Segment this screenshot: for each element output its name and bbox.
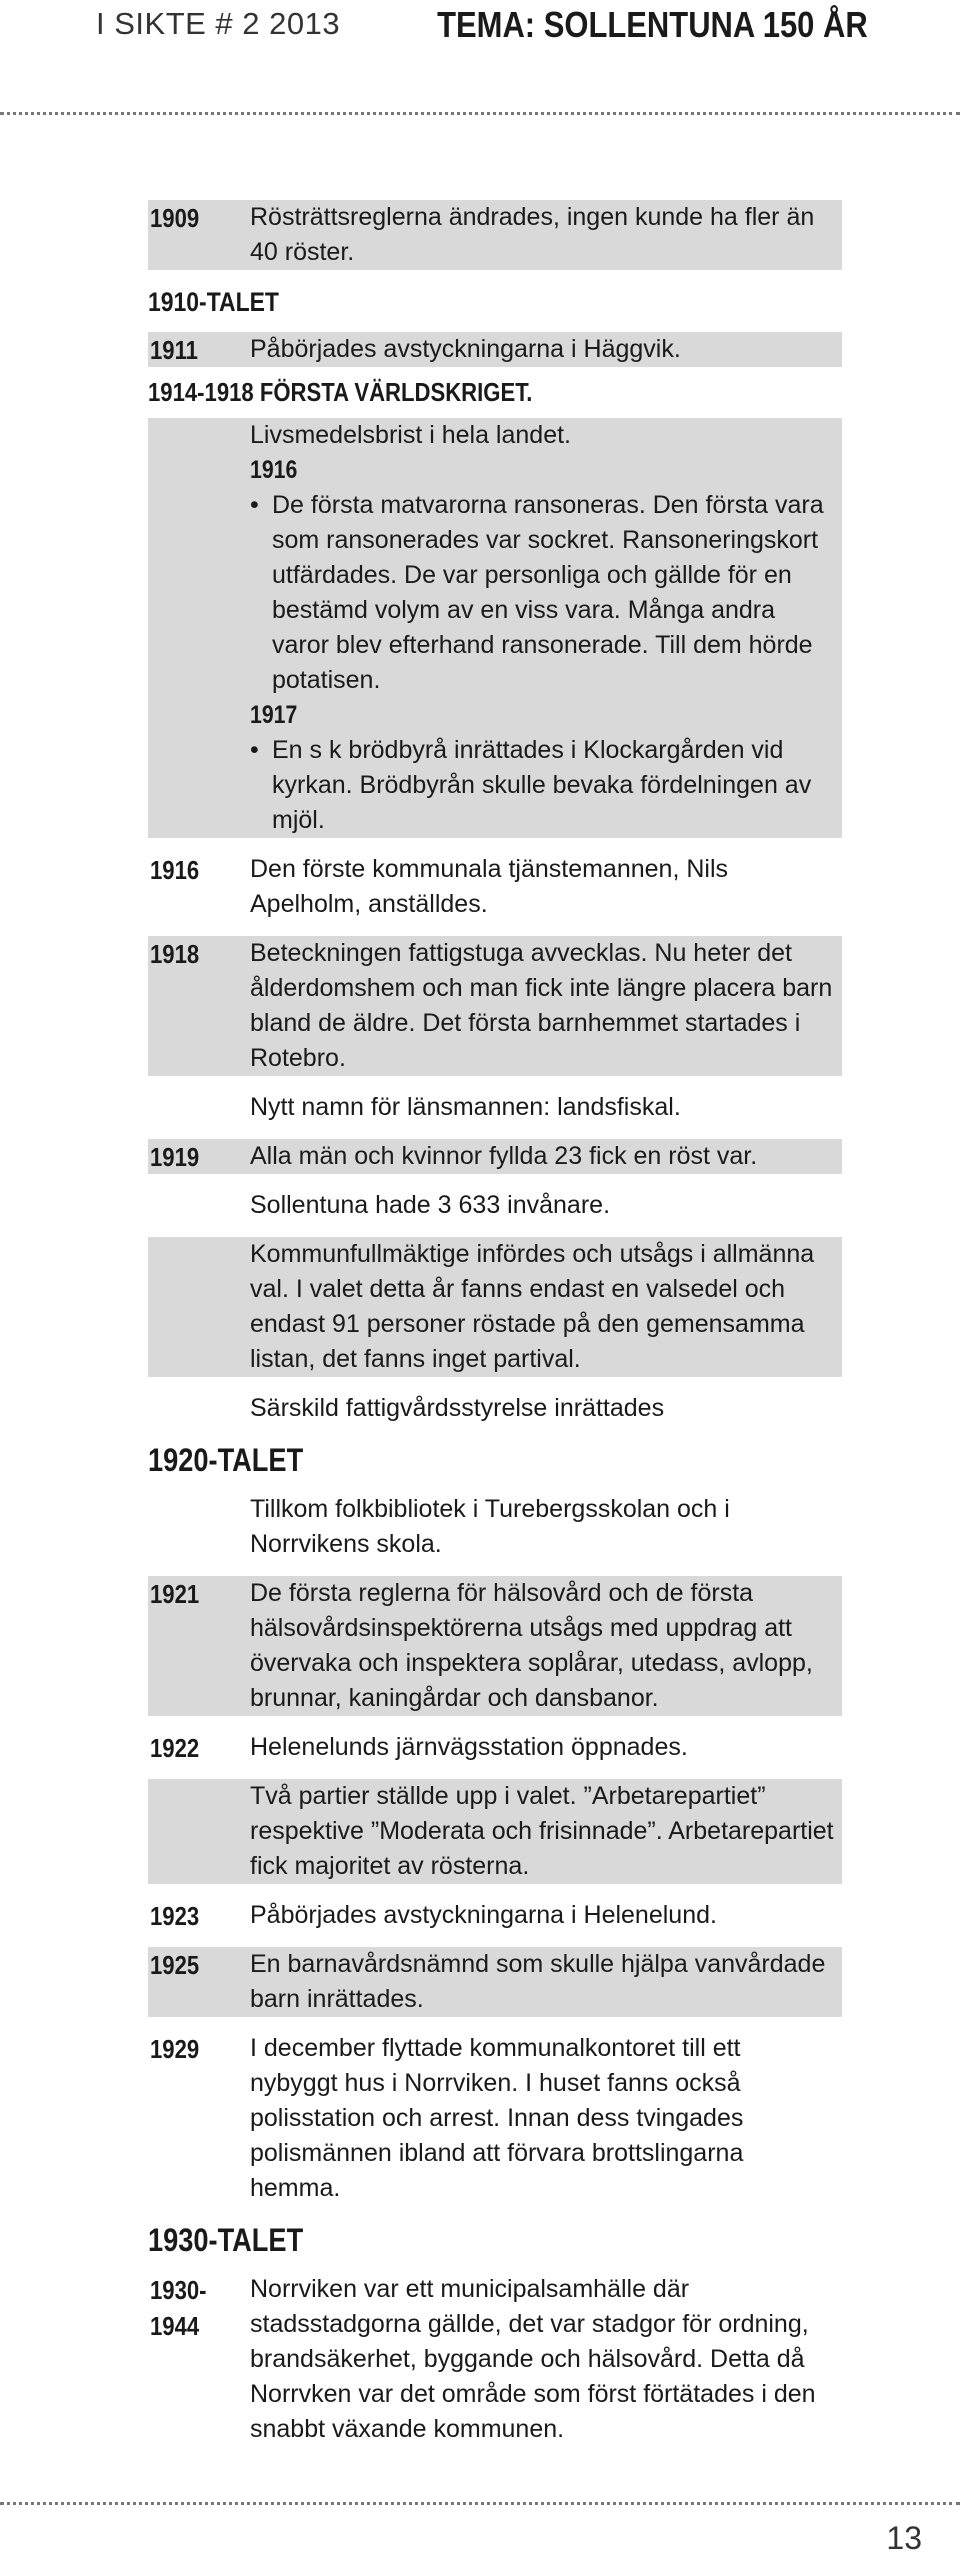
entry-1925 — [148, 1947, 842, 2017]
entry-text: En barnavårdsnämnd som skulle hjälpa vanvårdade barn inrättades. — [250, 1950, 826, 2013]
bullet-1916: • De första matvarorna ransoneras. Den första vara som ransonerades var sockret. Ransoneringskort utfärdades. De var personliga och gällde för en bestämd volym av en viss vara. Många andra varor blev efterhand ransonerade. Till dem hörde potatisen. — [250, 488, 834, 698]
entry-1922b — [148, 1779, 842, 1884]
entry-1920 — [148, 1492, 842, 1562]
entry-year: 1919 — [150, 1142, 200, 1172]
page-number: 13 — [886, 2520, 922, 2556]
decade-heading-1910: 1910-TALET — [148, 287, 279, 317]
entry-1922 — [148, 1730, 842, 1765]
entry-text: I december flyttade kommunalkontoret till ett nybyggt hus i Norrviken. I huset fanns också polisstation och arrest. Innan dess tvingades polismännen ibland att förvara brottslingarna hemma. — [250, 2034, 744, 2202]
entry-1919 — [148, 1139, 842, 1174]
entry-year: 1923 — [150, 1901, 200, 1931]
entry-1909 — [148, 200, 842, 270]
entry-text: Kommunfullmäktige infördes och utsågs i allmänna val. I valet detta år fanns endast en valsedel och endast 91 personer röstade på den gemensamma listan, det fanns inget partival. — [250, 1240, 815, 1373]
entry-year: 1929 — [150, 2034, 200, 2064]
timeline — [148, 200, 842, 2461]
entry-text: Tillkom folkbibliotek i Turebergsskolan och i Norrvikens skola. — [250, 1495, 730, 1558]
entry-text: Särskild fattigvårdsstyrelse inrättades — [250, 1394, 665, 1422]
entry-year: 1925 — [150, 1950, 200, 1980]
footer-divider — [0, 2502, 960, 2505]
bullet-1917: • En s k brödbyrå inrättades i Klockargården vid kyrkan. Brödbyrån skulle bevaka fördelningen av mjöl. — [250, 733, 834, 838]
ww1-intro: Livsmedelsbrist i hela landet. — [250, 421, 571, 449]
ww1-heading: 1914-1918 FÖRSTA VÄRLDSKRIGET. — [148, 377, 533, 407]
entry-text: Rösträttsreglerna ändrades, ingen kunde ha fler än 40 röster. — [250, 203, 815, 266]
entry-text: Sollentuna hade 3 633 invånare. — [250, 1191, 611, 1219]
entry-1929 — [148, 2031, 842, 2206]
entry-year: 1930-1944 — [150, 2275, 207, 2341]
entry-text: Alla män och kvinnor fyllda 23 fick en röst var. — [250, 1142, 758, 1170]
entry-year: 1921 — [150, 1579, 200, 1609]
entry-1919b — [148, 1188, 842, 1223]
entry-year: 1918 — [150, 939, 200, 969]
entry-text: Den förste kommunala tjänstemannen, Nils Apelholm, anställdes. — [250, 855, 729, 918]
entry-year: 1922 — [150, 1733, 200, 1763]
entry-text: Helenelunds järnvägsstation öppnades. — [250, 1733, 688, 1761]
theme-title: TEMA: SOLLENTUNA 150 ÅR — [437, 4, 868, 45]
entry-1921 — [148, 1576, 842, 1716]
entry-text: Beteckningen fattigstuga avvecklas. Nu heter det ålderdomshem och man fick inte längre placera barn bland de äldre. Det första barnhemmet startades i Rotebro. — [250, 939, 833, 1072]
subyear-1916: 1916 — [250, 456, 298, 484]
entry-1918 — [148, 936, 842, 1076]
header-divider — [0, 112, 960, 115]
entry-1923 — [148, 1898, 842, 1933]
entry-1930 — [148, 2272, 842, 2447]
entry-1911 — [148, 332, 842, 367]
entry-1919d — [148, 1391, 842, 1426]
issue-label: I SIKTE # 2 2013 — [96, 6, 341, 41]
entry-year: 1916 — [150, 855, 200, 885]
entry-text: Två partier ställde upp i valet. ”Arbetarepartiet” respektive ”Moderata och frisinnade”. Arbetarepartiet fick majoritet av rösterna. — [250, 1782, 834, 1880]
entry-1916 — [148, 852, 842, 922]
entry-text: Påbörjades avstyckningarna i Häggvik. — [250, 335, 681, 363]
decade-heading-1930: 1930-TALET — [148, 2222, 304, 2258]
entry-text: Norrviken var ett municipalsamhälle där stadsstadgorna gällde, det var stadgor för ordning, brandsäkerhet, byggande och hälsovård. Detta då Norrvken var det område som först förtätades i den snabbt växande kommunen. — [250, 2275, 816, 2443]
entry-1919c — [148, 1237, 842, 1377]
entry-ww1 — [148, 418, 842, 838]
entry-text: Påbörjades avstyckningarna i Helenelund. — [250, 1901, 717, 1929]
entry-text: Nytt namn för länsmannen: landsfiskal. — [250, 1093, 681, 1121]
entry-text: De första reglerna för hälsovård och de första hälsovårdsinspektörerna utsågs med uppdrag att övervaka och inspektera soplårar, utedass, avlopp, brunnar, kaningårdar och dansbanor. — [250, 1579, 813, 1712]
entry-1918b — [148, 1090, 842, 1125]
decade-heading-1920: 1920-TALET — [148, 1442, 304, 1478]
page-header — [0, 0, 960, 60]
entry-year: 1909 — [150, 203, 200, 233]
subyear-1917: 1917 — [250, 701, 298, 729]
entry-year: 1911 — [150, 335, 198, 365]
